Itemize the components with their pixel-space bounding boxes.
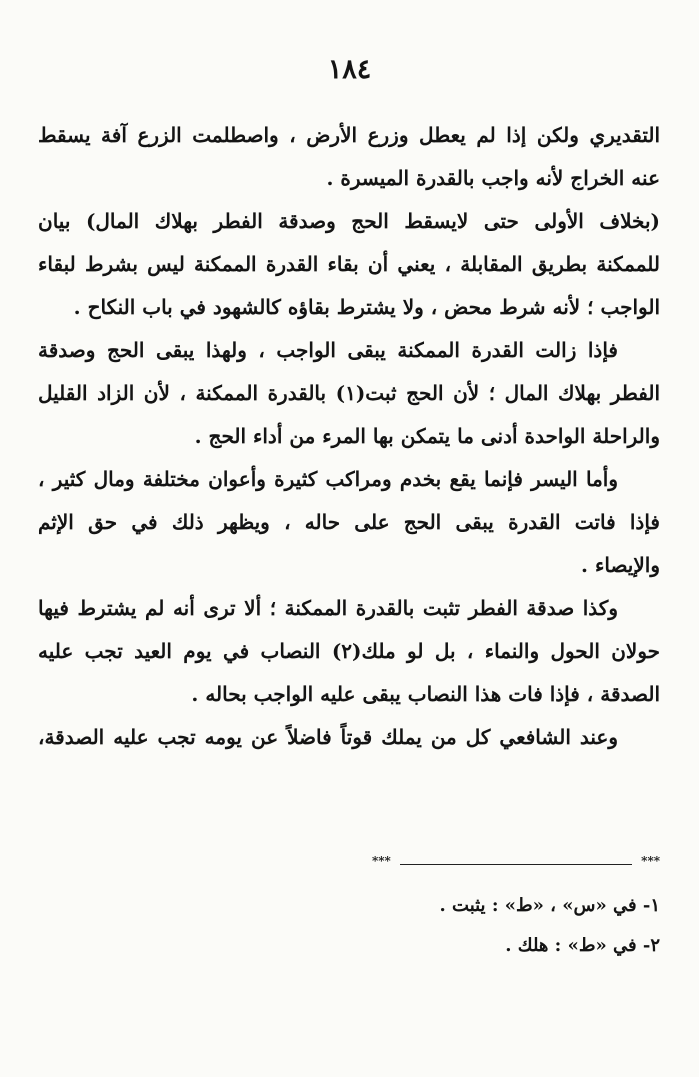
- paragraph-4: [38, 458, 660, 587]
- text-line: (بخلاف الأولى حتى لايسقط الحج وصدقة الفطر بهلاك المال) بيان: [38, 209, 660, 233]
- text-line: عنه الخراج لأنه واجب بالقدرة الميسرة .: [326, 166, 660, 190]
- page-number: ١٨٤: [327, 54, 372, 85]
- main-text: [38, 114, 660, 759]
- footnote-1: ١- في «س» ، «ط» : يثبت .: [439, 895, 660, 916]
- text-line: والراحلة الواحدة أدنى ما يتمكن بها المرء من أداء الحج .: [194, 424, 660, 448]
- paragraph-3: [38, 329, 660, 458]
- text-line: الفطر بهلاك المال ؛ لأن الحج ثبت(١) بالقدرة الممكنة ، لأن الزاد القليل: [38, 381, 660, 405]
- text-line: الصدقة ، فإذا فات هذا النصاب يبقى عليه الواجب بحاله .: [191, 682, 660, 706]
- divider-stars-left: ***: [372, 854, 391, 868]
- text-line: والإيصاء .: [581, 553, 660, 577]
- text-line: وأما اليسر فإنما يقع بخدم ومراكب كثيرة وأعوان مختلفة ومال كثير ،: [38, 467, 618, 491]
- divider-stars-right: ***: [641, 854, 660, 868]
- footnotes: [280, 886, 660, 966]
- text-line: حولان الحول والنماء ، بل لو ملك(٢) النصاب في يوم العيد تجب عليه: [38, 639, 660, 663]
- text-line: الواجب ؛ لأنه شرط محض ، ولا يشترط بقاؤه كالشهود في باب النكاح .: [73, 295, 660, 319]
- text-line: للممكنة بطريق المقابلة ، يعني أن بقاء القدرة الممكنة ليس بشرط لبقاء: [38, 252, 660, 276]
- paragraph-1: [38, 114, 660, 200]
- footnote-divider: [372, 854, 660, 871]
- paragraph-5: [38, 587, 660, 716]
- text-line: فإذا زالت القدرة الممكنة يبقى الواجب ، ولهذا يبقى الحج وصدقة: [38, 338, 618, 362]
- text-line: التقديري ولكن إذا لم يعطل وزرع الأرض ، واصطلمت الزرع آفة يسقط: [38, 123, 660, 147]
- text-line: وكذا صدقة الفطر تثبت بالقدرة الممكنة ؛ ألا ترى أنه لم يشترط فيها: [38, 596, 618, 620]
- footnote-2: ٢- في «ط» : هلك .: [505, 935, 660, 956]
- text-line: فإذا فاتت القدرة يبقى الحج على حاله ، ويظهر ذلك في حق الإثم: [38, 510, 660, 534]
- text-line: وعند الشافعي كل من يملك قوتاً فاضلاً عن يومه تجب عليه الصدقة،: [38, 725, 618, 749]
- paragraph-2: [38, 200, 660, 329]
- divider-rule: [400, 864, 632, 865]
- paragraph-6: [38, 716, 660, 759]
